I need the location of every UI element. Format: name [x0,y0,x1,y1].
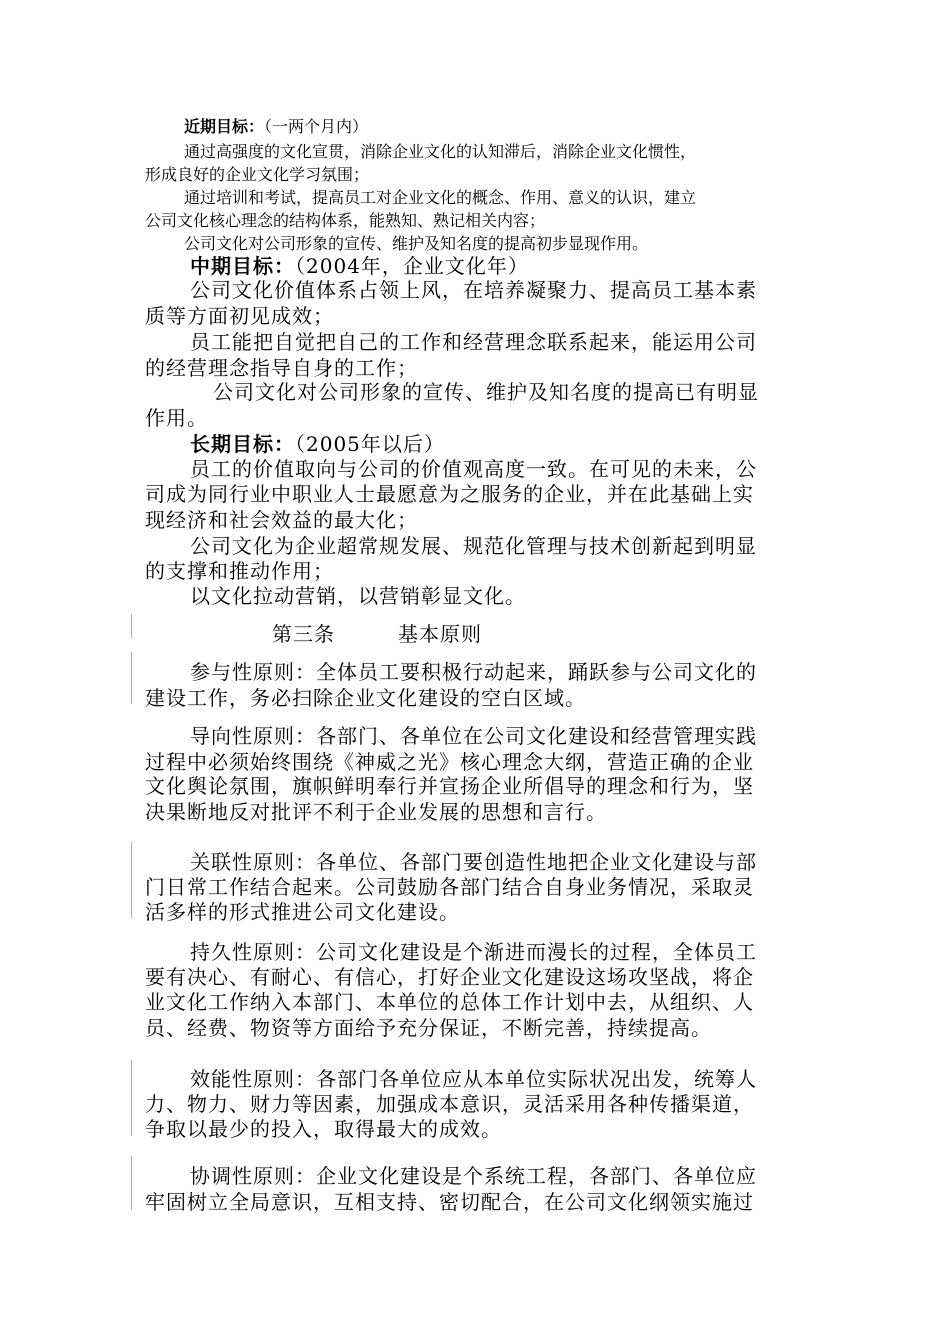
margin-rule [131,652,132,704]
long-term-line: 公司文化为企业超常规发展、规范化管理与技术创新起到明显 [190,534,757,558]
mid-term-line: 公司文化对公司形象的宣传、维护及知名度的提高已有明显 [213,380,759,404]
mid-term-period: （2004年，企业文化年） [295,254,529,278]
principle-guidance-line: 导向性原则：各部门、各单位在公司文化建设和经营管理实践 [190,724,757,748]
mid-term-line: 作用。 [145,406,208,430]
article-number: 第三条 [272,622,335,646]
long-term-period: （2005年以后） [295,432,445,456]
mid-term-line: 质等方面初见成效； [145,304,334,328]
principle-efficiency-line: 力、物力、财力等因素，加强成本意识，灵活采用各种传播渠道， [145,1092,754,1116]
near-term-line: 形成良好的企业文化学习氛围； [145,165,370,184]
long-term-line: 司成为同行业中职业人士最愿意为之服务的企业，并在此基础上实 [145,482,754,506]
mid-term-line: 员工能把自觉把自己的工作和经营理念联系起来，能运用公司 [190,330,757,354]
principle-persistence-line: 要有决心、有耐心、有信心，打好企业文化建设这场攻坚战，将企 [145,965,754,989]
margin-rule [131,1156,132,1210]
principle-relevance-line: 关联性原则：各单位、各部门要创造性地把企业文化建设与部 [190,850,757,874]
principle-relevance-line: 门日常工作结合起来。公司鼓励各部门结合自身业务情况，采取灵 [145,875,754,899]
margin-rule [131,1060,132,1136]
near-term-line: 公司文化对公司形象的宣传、维护及知名度的提高初步显现作用。 [184,234,649,253]
principle-persistence-line: 业文化工作纳入本部门、本单位的总体工作计划中去，从组织、人 [145,990,754,1014]
principle-coordination-line: 牢固树立全局意识，互相支持、密切配合，在公司文化纲领实施过 [145,1190,754,1214]
long-term-line: 的支撑和推动作用； [145,559,334,583]
principle-persistence-line: 员、经费、物资等方面给予充分保证，不断完善，持续提高。 [145,1016,712,1040]
principle-efficiency-line: 效能性原则：各部门各单位应从本单位实际状况出发，统筹人 [190,1067,757,1091]
long-term-heading: 长期目标： [190,432,295,456]
principle-participation-line: 参与性原则：全体员工要积极行动起来，踊跃参与公司文化的 [190,660,757,684]
near-term-heading-line [184,114,368,137]
mid-term-line: 公司文化价值体系占领上风，在培养凝聚力、提高员工基本素 [190,278,757,302]
margin-rule [131,842,132,918]
long-term-line: 员工的价值取向与公司的价值观高度一致。在可见的未来，公 [190,457,757,481]
principle-participation-line: 建设工作，务必扫除企业文化建设的空白区域。 [145,686,586,710]
near-term-period: （一两个月内） [264,117,369,136]
near-term-line: 通过培训和考试，提高员工对企业文化的概念、作用、意义的认识，建立 [184,188,697,207]
near-term-heading: 近期目标： [184,117,265,136]
mid-term-heading: 中期目标： [190,254,295,278]
principle-coordination-line: 协调性原则：企业文化建设是个系统工程，各部门、各单位应 [190,1164,757,1188]
near-term-line: 通过高强度的文化宣贯，消除企业文化的认知滞后，消除企业文化惯性， [184,142,697,161]
principle-efficiency-line: 争取以最少的投入，取得最大的成效。 [145,1117,502,1141]
long-term-line: 以文化拉动营销，以营销彰显文化。 [190,584,526,608]
principle-guidance-line: 文化舆论氛围，旗帜鲜明奉行并宣扬企业所倡导的理念和行为，坚 [145,774,754,798]
principle-guidance-line: 过程中必须始终围绕《神威之光》核心理念大纲，营造正确的企业 [145,750,754,774]
mid-term-line: 的经营理念指导自身的工作； [145,356,418,380]
principle-relevance-line: 活多样的形式推进公司文化建设。 [145,900,460,924]
long-term-line: 现经济和社会效益的最大化； [145,508,418,532]
principle-guidance-line: 决果断地反对批评不利于企业发展的思想和言行。 [145,800,607,824]
margin-rule [131,614,132,638]
near-term-line: 公司文化核心理念的结构体系，能熟知、熟记相关内容； [145,211,546,230]
principle-persistence-line: 持久性原则：公司文化建设是个渐进而漫长的过程，全体员工 [190,940,757,964]
article-title: 基本原则 [398,622,482,646]
